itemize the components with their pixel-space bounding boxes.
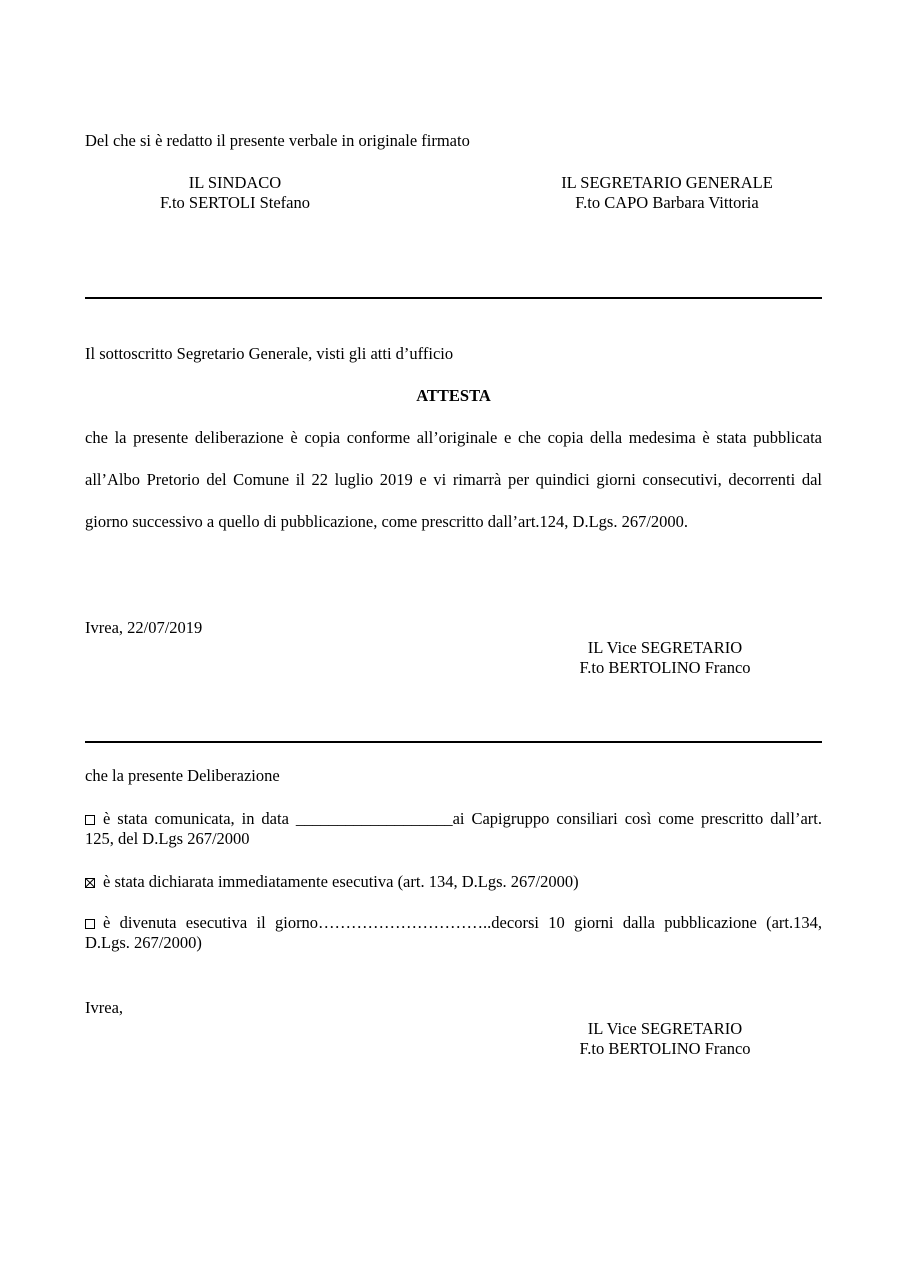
checkbox-item-text: è stata comunicata, in data ___________________ai Capigruppo consiliari così come prescritto dall’art. 125, del D.Lgs 267/2000 (85, 809, 822, 848)
checkbox-item-text: è divenuta esecutiva il giorno…………………………..decorsi 10 giorni dalla pubblicazione (art.134, D.Lgs. 267/2000) (85, 913, 822, 952)
checkbox-item (85, 872, 822, 892)
signature-name: F.to SERTOLI Stefano (159, 193, 310, 212)
checked-checkbox-icon (85, 878, 95, 888)
signature-mayor (105, 173, 365, 213)
signature-vice-secretary-2 (540, 1019, 790, 1059)
signature-title: IL SINDACO (188, 173, 282, 192)
attestation-lead: Il sottoscritto Segretario Generale, visti gli atti d’ufficio (85, 344, 454, 363)
signature-title: IL Vice SEGRETARIO (587, 638, 743, 657)
signature-title: IL Vice SEGRETARIO (587, 1019, 743, 1038)
signature-vice-secretary-1 (540, 638, 790, 678)
place-text: Ivrea, (85, 998, 124, 1017)
intro-text: Del che si è redatto il presente verbale in originale firmato (85, 131, 470, 150)
divider-2 (85, 741, 822, 743)
checkbox-item (85, 809, 822, 849)
checkbox-item (85, 913, 822, 953)
checkbox-icon (85, 815, 95, 825)
divider-1 (85, 297, 822, 299)
checkbox-icon (85, 919, 95, 929)
executability-lead: che la presente Deliberazione (85, 766, 280, 785)
checkbox-item-text: è stata dichiarata immediatamente esecutiva (art. 134, D.Lgs. 267/2000) (103, 872, 579, 891)
attestation-heading: ATTESTA (416, 386, 491, 405)
signature-name: F.to CAPO Barbara Vittoria (575, 193, 759, 212)
signature-name: F.to BERTOLINO Franco (579, 1039, 751, 1058)
signature-general-secretary (522, 173, 812, 213)
signature-title: IL SEGRETARIO GENERALE (561, 173, 773, 192)
signature-name: F.to BERTOLINO Franco (579, 658, 751, 677)
attestation-body: che la presente deliberazione è copia conforme all’originale e che copia della medesima è stata pubblicata all’Albo Pretorio del Comune il 22 luglio 2019 e vi rimarrà per quindici giorni consecutivi, decorrenti dal giorno successivo a quello di pubblicazione, come prescritto dall’art.124, D.Lgs. 267/2000. (85, 428, 822, 531)
place-date: Ivrea, 22/07/2019 (85, 618, 203, 637)
